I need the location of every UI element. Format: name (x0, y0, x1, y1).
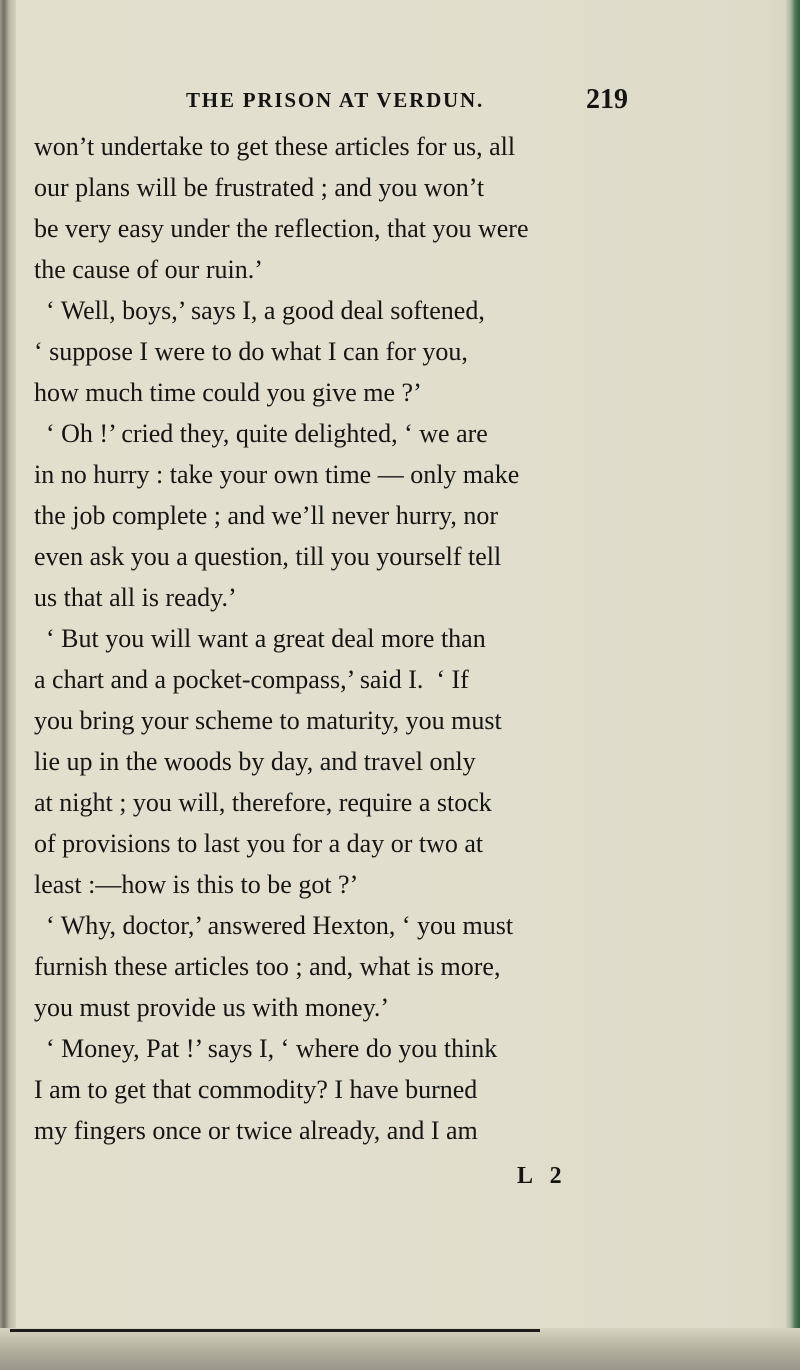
text-line: ‘ Oh !’ cried they, quite delighted, ‘ we are (46, 419, 488, 448)
page-divider (10, 1329, 540, 1332)
text-line: of provisions to last you for a day or two at (34, 829, 484, 858)
text-line: ‘ suppose I were to do what I can for you, (34, 337, 468, 366)
page-header (0, 84, 800, 120)
running-head: THE PRISON AT VERDUN. (186, 88, 485, 112)
page-bottom-edge (0, 1328, 800, 1370)
text-line: you bring your scheme to maturity, you must (34, 706, 502, 735)
text-line: the cause of our ruin.’ (34, 255, 263, 284)
text-line: the job complete ; and we’ll never hurry, nor (34, 501, 498, 530)
text-line: I am to get that commodity? I have burned (34, 1075, 478, 1104)
text-line: ‘ Money, Pat !’ says I, ‘ where do you think (46, 1034, 498, 1063)
text-line: you must provide us with money.’ (34, 993, 390, 1022)
page-number: 219 (586, 84, 628, 115)
page-edge (786, 0, 800, 1370)
text-line: won’t undertake to get these articles for us, all (34, 132, 516, 161)
text-line: at night ; you will, therefore, require a stock (34, 788, 492, 817)
text-line: us that all is ready.’ (34, 583, 237, 612)
text-line: my fingers once or twice already, and I am (34, 1116, 478, 1145)
text-line: our plans will be frustrated ; and you won’t (34, 173, 485, 202)
text-line: even ask you a question, till you yourself tell (34, 542, 502, 571)
text-line: ‘ Well, boys,’ says I, a good deal softened, (46, 296, 485, 325)
text-line: least :—how is this to be got ?’ (34, 870, 359, 899)
text-line: furnish these articles too ; and, what is more, (34, 952, 501, 981)
text-line: lie up in the woods by day, and travel only (34, 747, 476, 776)
text-line: a chart and a pocket-compass,’ said I. ‘ If (34, 665, 469, 694)
body-text (34, 126, 764, 1151)
page-gutter (0, 0, 16, 1370)
text-line: ‘ Why, doctor,’ answered Hexton, ‘ you must (46, 911, 514, 940)
text-line: be very easy under the reflection, that you were (34, 214, 529, 243)
signature-mark: L 2 (517, 1163, 568, 1189)
text-line: ‘ But you will want a great deal more than (46, 624, 486, 653)
text-line: how much time could you give me ?’ (34, 378, 422, 407)
text-line: in no hurry : take your own time — only make (34, 460, 520, 489)
